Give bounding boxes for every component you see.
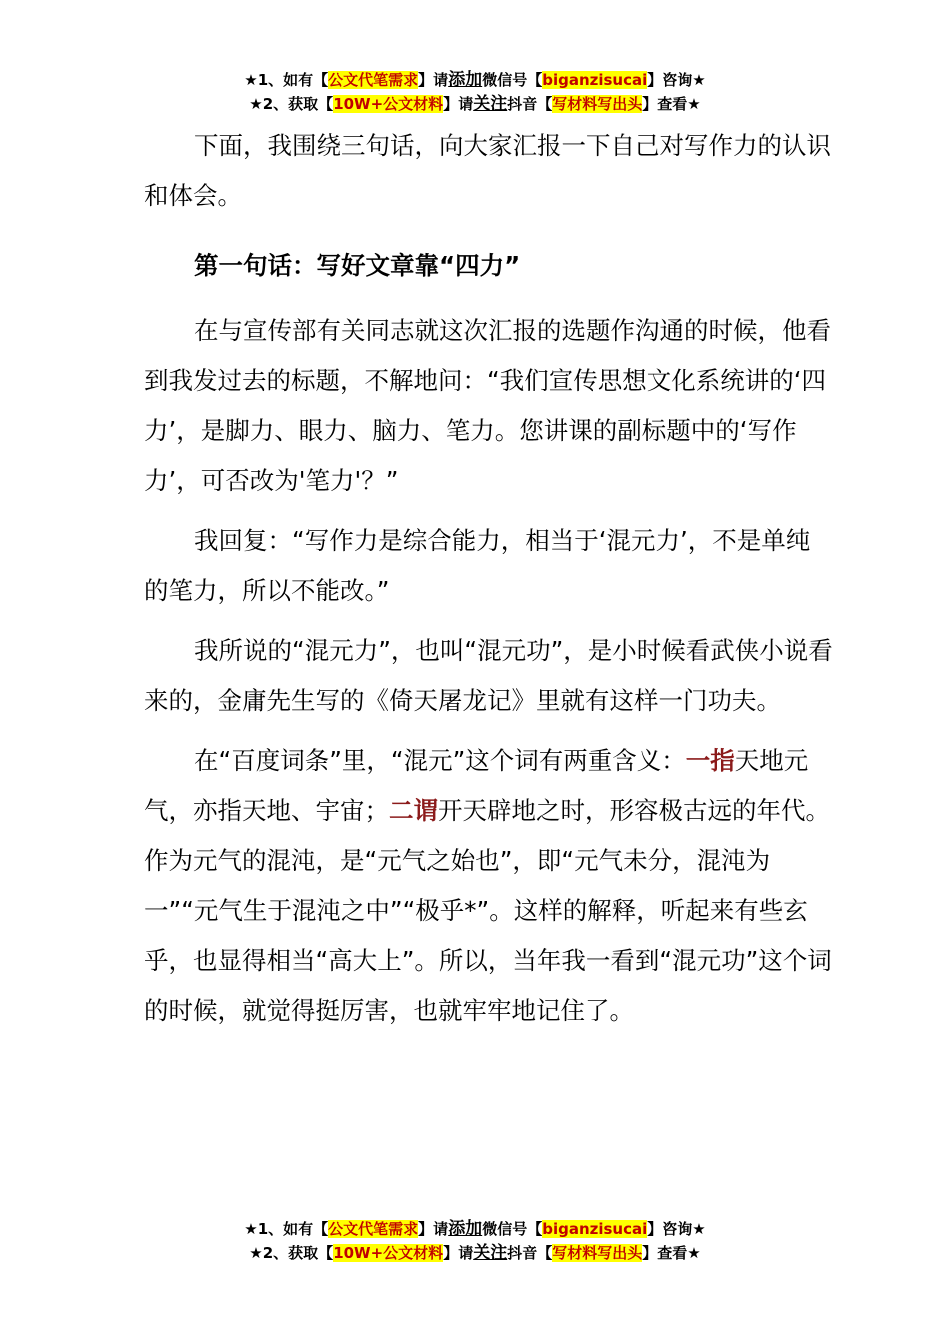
paragraph: 下面，我围绕三句话，向大家汇报一下自己对写作力的认识和体会。 [144,131,831,210]
banner-text: 】咨询★ [647,71,706,89]
paragraph: 我所说的“混元力”，也叫“混元功”，是小时候看武侠小说看来的，金庸先生写的《倚天屠龙记》里就有这样一门功夫。 [144,636,833,715]
paragraph-text: 天地元气，亦指天地、宇宙； [144,746,809,825]
banner-text: 关注 [473,1243,508,1263]
banner-douyin-id: 写材料写出头 [552,95,643,113]
banner-highlight: 10W+公文材料 [333,1244,444,1262]
paragraph-text: 开天辟地之时，形容极古远的年代。作为元气的混沌，是“元气之始也”，即“元气未分，混沌为一”“元气生于混沌之中”“极乎*”。这样的解释，听起来有些玄乎，也显得相当“高大上”。所以，当年我一看到“混元功”这个词的时候，就觉得挺厉害，也就牢牢地记住了。 [144,796,832,1025]
banner-douyin-id: 写材料写出头 [552,1244,643,1262]
banner-line-1 [0,68,950,92]
banner-highlight: 10W+公文材料 [333,95,444,113]
banner-text: 关注 [473,94,508,114]
banner-line-2 [0,1241,950,1265]
banner-text: 微信号【 [482,71,543,89]
banner-text: 】查看★ [642,95,701,113]
banner-wechat-id: biganzisucai [542,1220,648,1238]
paragraph-text: 在“百度词条”里，“混元”这个词有两重含义： [194,746,686,775]
paragraph [144,736,834,1036]
footer-banner [0,1217,950,1265]
banner-text: ★1、如有【 [244,1220,329,1238]
header-banner [0,68,950,116]
banner-line-1 [0,1217,950,1241]
banner-text: 】请 [418,71,449,89]
banner-highlight: 公文代笔需求 [328,1220,419,1238]
paragraph: 我回复：“写作力是综合能力，相当于‘混元力’，不是单纯的笔力，所以不能改。” [144,526,811,605]
paragraph: 在与宣传部有关同志就这次汇报的选题作沟通的时候，他看到我发过去的标题，不解地问：“我们宣传思想文化系统讲的‘四力’，是脚力、眼力、脑力、笔力。您讲课的副标题中的‘写作力’，可否改为'笔力'？” [144,316,831,495]
emphasis-text: 二谓 [389,796,438,825]
banner-text: ★1、如有【 [244,71,329,89]
banner-line-2 [0,92,950,116]
banner-text: ★2、获取【 [249,1244,334,1262]
banner-text: 抖音【 [507,95,553,113]
banner-text: 】请 [443,95,474,113]
banner-wechat-id: biganzisucai [542,71,648,89]
document-body [144,121,834,1046]
banner-text: ★2、获取【 [249,95,334,113]
emphasis-text: 一指 [685,746,735,775]
banner-highlight: 公文代笔需求 [328,71,419,89]
banner-text: 】查看★ [642,1244,701,1262]
banner-text: 】请 [443,1244,474,1262]
banner-text: 】请 [418,1220,449,1238]
section-heading: 第一句话：写好文章靠“四力” [194,251,521,280]
banner-text: 】咨询★ [647,1220,706,1238]
banner-text: 添加 [448,70,483,90]
banner-text: 抖音【 [507,1244,553,1262]
banner-text: 添加 [448,1219,483,1239]
banner-text: 微信号【 [482,1220,543,1238]
